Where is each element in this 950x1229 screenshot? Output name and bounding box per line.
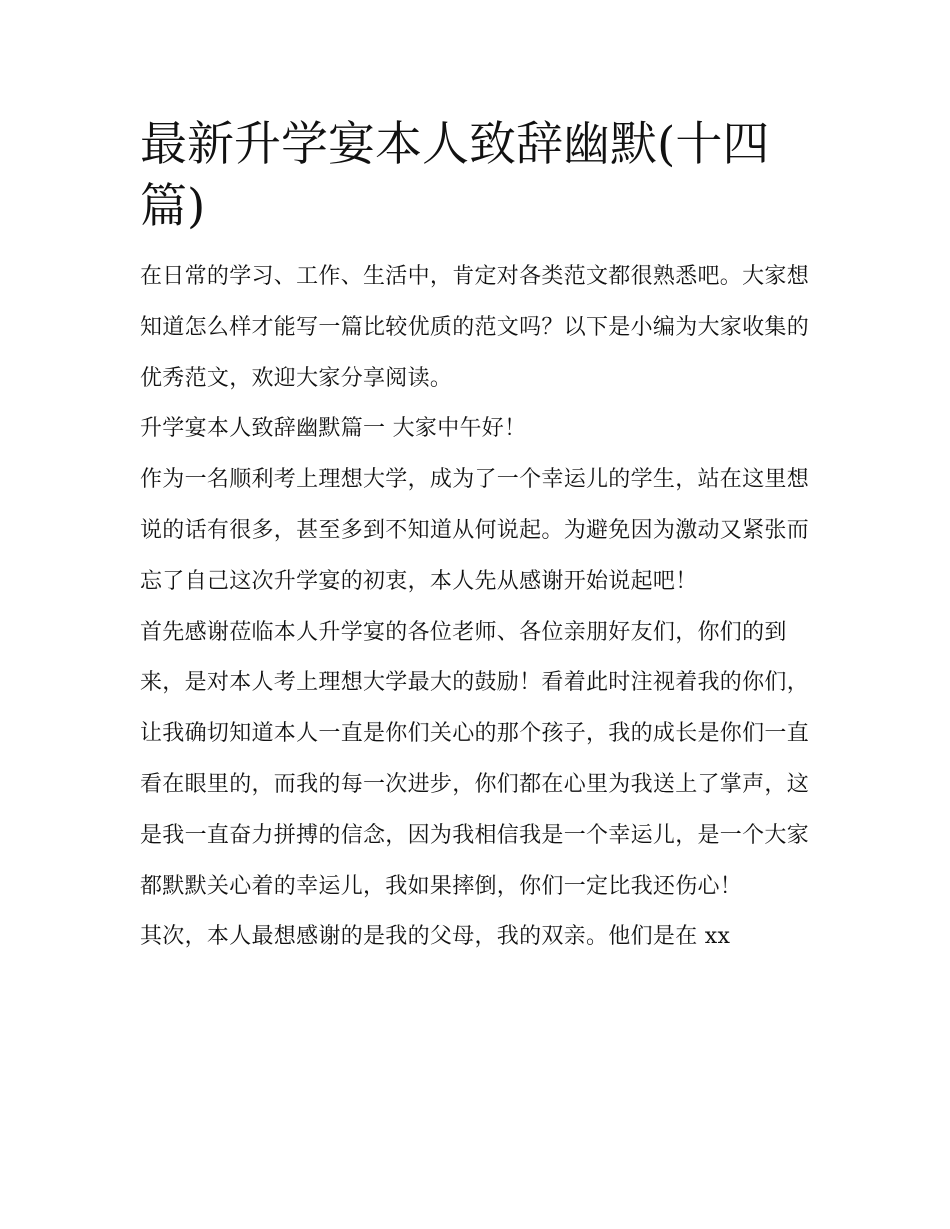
paragraph-thanks-parents: 其次，本人最想感谢的是我的父母，我的双亲。他们是在 xx — [140, 924, 731, 950]
paragraph-intro: 在日常的学习、工作、生活中，肯定对各类范文都很熟悉吧。大家想知道怎么样才能写一篇比较优质的范文吗？以下是小编为大家收集的优秀范文，欢迎大家分享阅读。 — [140, 264, 810, 391]
paragraph-thanks-guests: 首先感谢莅临本人升学宴的各位老师、各位亲朋好友们，你们的到来，是对本人考上理想大学最大的鼓励！看着此时注视着我的你们，让我确切知道本人一直是你们关心的那个孩子，我的成长是你们一直看在眼里的，而我的每一次进步，你们都在心里为我送上了掌声，这是我一直奋力拼搏的信念，因为我相信我是一个幸运儿，是一个大家都默默关心着的幸运儿，我如果摔倒，你们一定比我还伤心！ — [140, 619, 810, 899]
document-body — [140, 114, 812, 963]
paragraph-heading-one: 升学宴本人致辞幽默篇一 大家中午好！ — [140, 416, 527, 442]
paragraph-thanks-opening: 作为一名顺利考上理想大学，成为了一个幸运儿的学生，站在这里想说的话有很多，甚至多到不知道从何说起。为避免因为激动又紧张而忘了自己这次升学宴的初衷，本人先从感谢开始说起吧！ — [140, 467, 810, 594]
document-title: 最新升学宴本人致辞幽默(十四篇) — [140, 117, 770, 234]
